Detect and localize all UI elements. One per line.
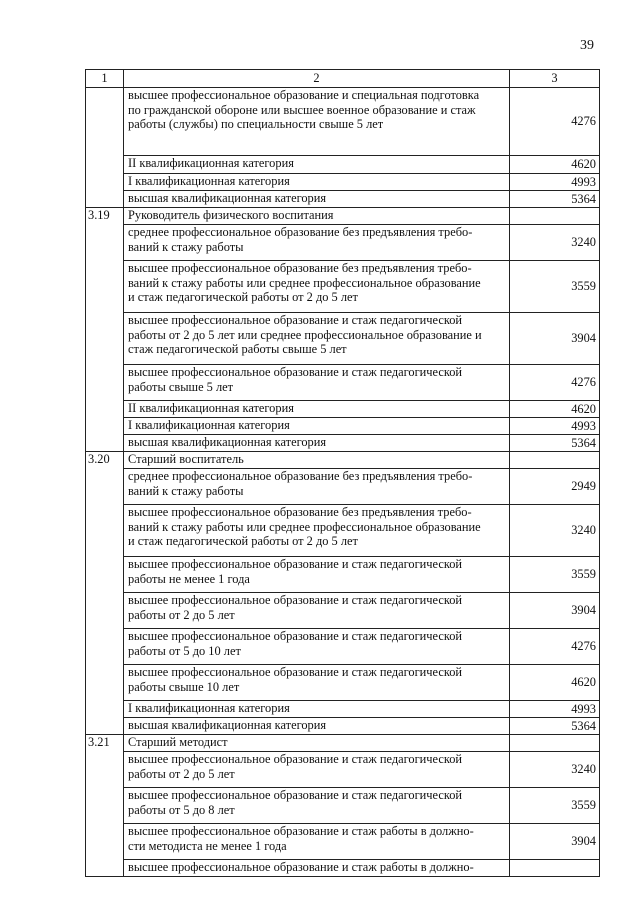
- requirement-cell: [124, 191, 510, 208]
- requirement-line: среднее профессиональное образование без предъявления требо-: [128, 225, 473, 239]
- salary-value: 3240: [510, 225, 600, 261]
- table-row: [86, 505, 600, 557]
- item-number: [86, 593, 124, 629]
- table-row: [86, 435, 600, 452]
- requirement-cell: [124, 752, 510, 788]
- item-number: [86, 88, 124, 156]
- requirement-cell: [124, 718, 510, 735]
- requirement-line: высшее профессиональное образование и стаж педагогической: [128, 629, 463, 643]
- requirement-line: I квалификационная категория: [128, 418, 290, 432]
- salary-value: 4993: [510, 701, 600, 718]
- requirement-line: высшее профессиональное образование и стаж педагогической: [128, 752, 463, 766]
- item-number: [86, 860, 124, 877]
- requirement-cell: [124, 505, 510, 557]
- table-header-row: [86, 70, 600, 88]
- requirement-line: высшее профессиональное образование и стаж педагогической: [128, 788, 463, 802]
- item-number: [86, 788, 124, 824]
- table-row: [86, 174, 600, 191]
- requirement-cell: [124, 156, 510, 174]
- salary-value: 3559: [510, 788, 600, 824]
- item-number: [86, 701, 124, 718]
- requirement-line: ваний к стажу работы или среднее профессиональное образование: [128, 275, 481, 290]
- table-row: [86, 401, 600, 418]
- requirement-cell: [124, 593, 510, 629]
- item-number: [86, 435, 124, 452]
- salary-value: 3559: [510, 261, 600, 313]
- item-number: [86, 261, 124, 313]
- requirement-cell: [124, 174, 510, 191]
- salary-value: 3240: [510, 505, 600, 557]
- requirement-line: I квалификационная категория: [128, 701, 290, 715]
- requirement-line: Руководитель физического воспитания: [128, 208, 334, 222]
- requirement-cell: [124, 418, 510, 435]
- item-number: [86, 718, 124, 735]
- table-row: [86, 365, 600, 401]
- requirement-line: работы от 2 до 5 лет: [128, 766, 235, 781]
- requirement-cell: [124, 557, 510, 593]
- requirement-line: II квалификационная категория: [128, 401, 294, 415]
- table-row: [86, 156, 600, 174]
- requirement-line: высшее профессиональное образование и стаж педагогической: [128, 593, 463, 607]
- salary-value: 5364: [510, 718, 600, 735]
- table-row: [86, 191, 600, 208]
- item-number: [86, 824, 124, 860]
- requirement-cell: [124, 469, 510, 505]
- item-number: [86, 557, 124, 593]
- requirement-line: работы свыше 10 лет: [128, 679, 240, 694]
- salary-table: [85, 69, 600, 877]
- item-number: 3.19: [86, 208, 124, 225]
- requirement-cell: [124, 208, 510, 225]
- salary-value: 3904: [510, 313, 600, 365]
- requirement-line: Старший воспитатель: [128, 452, 244, 466]
- table-row: [86, 824, 600, 860]
- requirement-line: работы от 5 до 8 лет: [128, 802, 235, 817]
- salary-value: [510, 208, 600, 225]
- table-row: [86, 313, 600, 365]
- salary-value: 2949: [510, 469, 600, 505]
- header-col-3: 3: [510, 70, 600, 88]
- salary-value: 3559: [510, 557, 600, 593]
- table-row: [86, 718, 600, 735]
- section-row: [86, 735, 600, 752]
- item-number: [86, 665, 124, 701]
- section-row: [86, 208, 600, 225]
- table-row: [86, 418, 600, 435]
- requirement-line: высшее профессиональное образование и стаж педагогической: [128, 557, 463, 571]
- salary-value: 3240: [510, 752, 600, 788]
- item-number: [86, 313, 124, 365]
- requirement-cell: [124, 313, 510, 365]
- table-row: [86, 788, 600, 824]
- salary-value: 3904: [510, 824, 600, 860]
- table-row: [86, 752, 600, 788]
- requirement-cell: [124, 401, 510, 418]
- salary-value: [510, 860, 600, 877]
- requirement-cell: [124, 824, 510, 860]
- requirement-line: высшая квалификационная категория: [128, 191, 327, 205]
- table-row: [86, 469, 600, 505]
- requirement-line: высшее профессиональное образование и стаж педагогической: [128, 365, 463, 379]
- table-row: [86, 557, 600, 593]
- requirement-line: работы свыше 5 лет: [128, 379, 234, 394]
- table-row: [86, 629, 600, 665]
- table-row: [86, 701, 600, 718]
- salary-value: 4993: [510, 174, 600, 191]
- requirement-line: по гражданской обороне или высшее военное образование и стаж: [128, 102, 476, 117]
- requirement-line: высшая квалификационная категория: [128, 435, 327, 449]
- table-row: [86, 860, 600, 877]
- item-number: [86, 401, 124, 418]
- table-row: [86, 665, 600, 701]
- requirement-line: среднее профессиональное образование без предъявления требо-: [128, 469, 473, 483]
- salary-value: [510, 735, 600, 752]
- requirement-line: высшая квалификационная категория: [128, 718, 327, 732]
- header-col-2: 2: [124, 70, 510, 88]
- item-number: [86, 365, 124, 401]
- section-row: [86, 452, 600, 469]
- requirement-line: II квалификационная категория: [128, 156, 294, 170]
- requirement-cell: [124, 629, 510, 665]
- salary-value: 4620: [510, 665, 600, 701]
- requirement-line: работы не менее 1 года: [128, 571, 250, 586]
- requirement-line: и стаж педагогической работы от 2 до 5 лет: [128, 290, 358, 304]
- table-row: [86, 225, 600, 261]
- salary-value: 4993: [510, 418, 600, 435]
- requirement-cell: [124, 88, 510, 156]
- item-number: [86, 174, 124, 191]
- item-number: 3.21: [86, 735, 124, 752]
- requirement-line: работы от 2 до 5 лет: [128, 607, 235, 622]
- requirement-line: ваний к стажу работы или среднее профессиональное образование: [128, 519, 481, 534]
- requirement-line: Старший методист: [128, 735, 228, 749]
- item-number: [86, 469, 124, 505]
- salary-value: 4276: [510, 629, 600, 665]
- requirement-line: ваний к стажу работы: [128, 483, 244, 498]
- salary-value: 5364: [510, 191, 600, 208]
- item-number: [86, 191, 124, 208]
- salary-value: 5364: [510, 435, 600, 452]
- requirement-line: высшее профессиональное образование и специальная подготовка: [128, 88, 480, 102]
- table-row: [86, 88, 600, 156]
- salary-value: [510, 452, 600, 469]
- item-number: [86, 505, 124, 557]
- requirement-cell: [124, 701, 510, 718]
- requirement-line: работы (службы) по специальности свыше 5 лет: [128, 117, 384, 131]
- requirement-line: I квалификационная категория: [128, 174, 290, 188]
- table-row: [86, 261, 600, 313]
- requirement-line: высшее профессиональное образование и стаж работы в должно-: [128, 860, 474, 874]
- page-number: 39: [580, 38, 594, 53]
- item-number: [86, 629, 124, 665]
- requirement-cell: [124, 860, 510, 877]
- item-number: 3.20: [86, 452, 124, 469]
- requirement-cell: [124, 665, 510, 701]
- requirement-line: и стаж педагогической работы от 2 до 5 лет: [128, 534, 358, 548]
- salary-value: 4276: [510, 88, 600, 156]
- requirement-line: работы от 2 до 5 лет или среднее профессиональное образование и: [128, 327, 482, 342]
- item-number: [86, 156, 124, 174]
- requirement-cell: [124, 735, 510, 752]
- salary-value: 4620: [510, 156, 600, 174]
- salary-value: 4276: [510, 365, 600, 401]
- requirement-cell: [124, 365, 510, 401]
- table-row: [86, 593, 600, 629]
- salary-value: 3904: [510, 593, 600, 629]
- requirement-cell: [124, 261, 510, 313]
- requirement-line: ваний к стажу работы: [128, 239, 244, 254]
- requirement-cell: [124, 435, 510, 452]
- salary-value: 4620: [510, 401, 600, 418]
- requirement-line: высшее профессиональное образование и стаж работы в должно-: [128, 824, 474, 838]
- requirement-line: высшее профессиональное образование и стаж педагогической: [128, 665, 463, 679]
- header-col-1: 1: [86, 70, 124, 88]
- requirement-line: работы от 5 до 10 лет: [128, 643, 241, 658]
- requirement-line: высшее профессиональное образование и стаж педагогической: [128, 313, 463, 327]
- requirement-line: высшее профессиональное образование без предъявления требо-: [128, 261, 472, 275]
- requirement-line: стаж педагогической работы свыше 5 лет: [128, 342, 347, 356]
- item-number: [86, 752, 124, 788]
- item-number: [86, 418, 124, 435]
- requirement-cell: [124, 788, 510, 824]
- requirement-line: высшее профессиональное образование без предъявления требо-: [128, 505, 472, 519]
- requirement-cell: [124, 225, 510, 261]
- requirement-line: сти методиста не менее 1 года: [128, 838, 287, 853]
- item-number: [86, 225, 124, 261]
- requirement-cell: [124, 452, 510, 469]
